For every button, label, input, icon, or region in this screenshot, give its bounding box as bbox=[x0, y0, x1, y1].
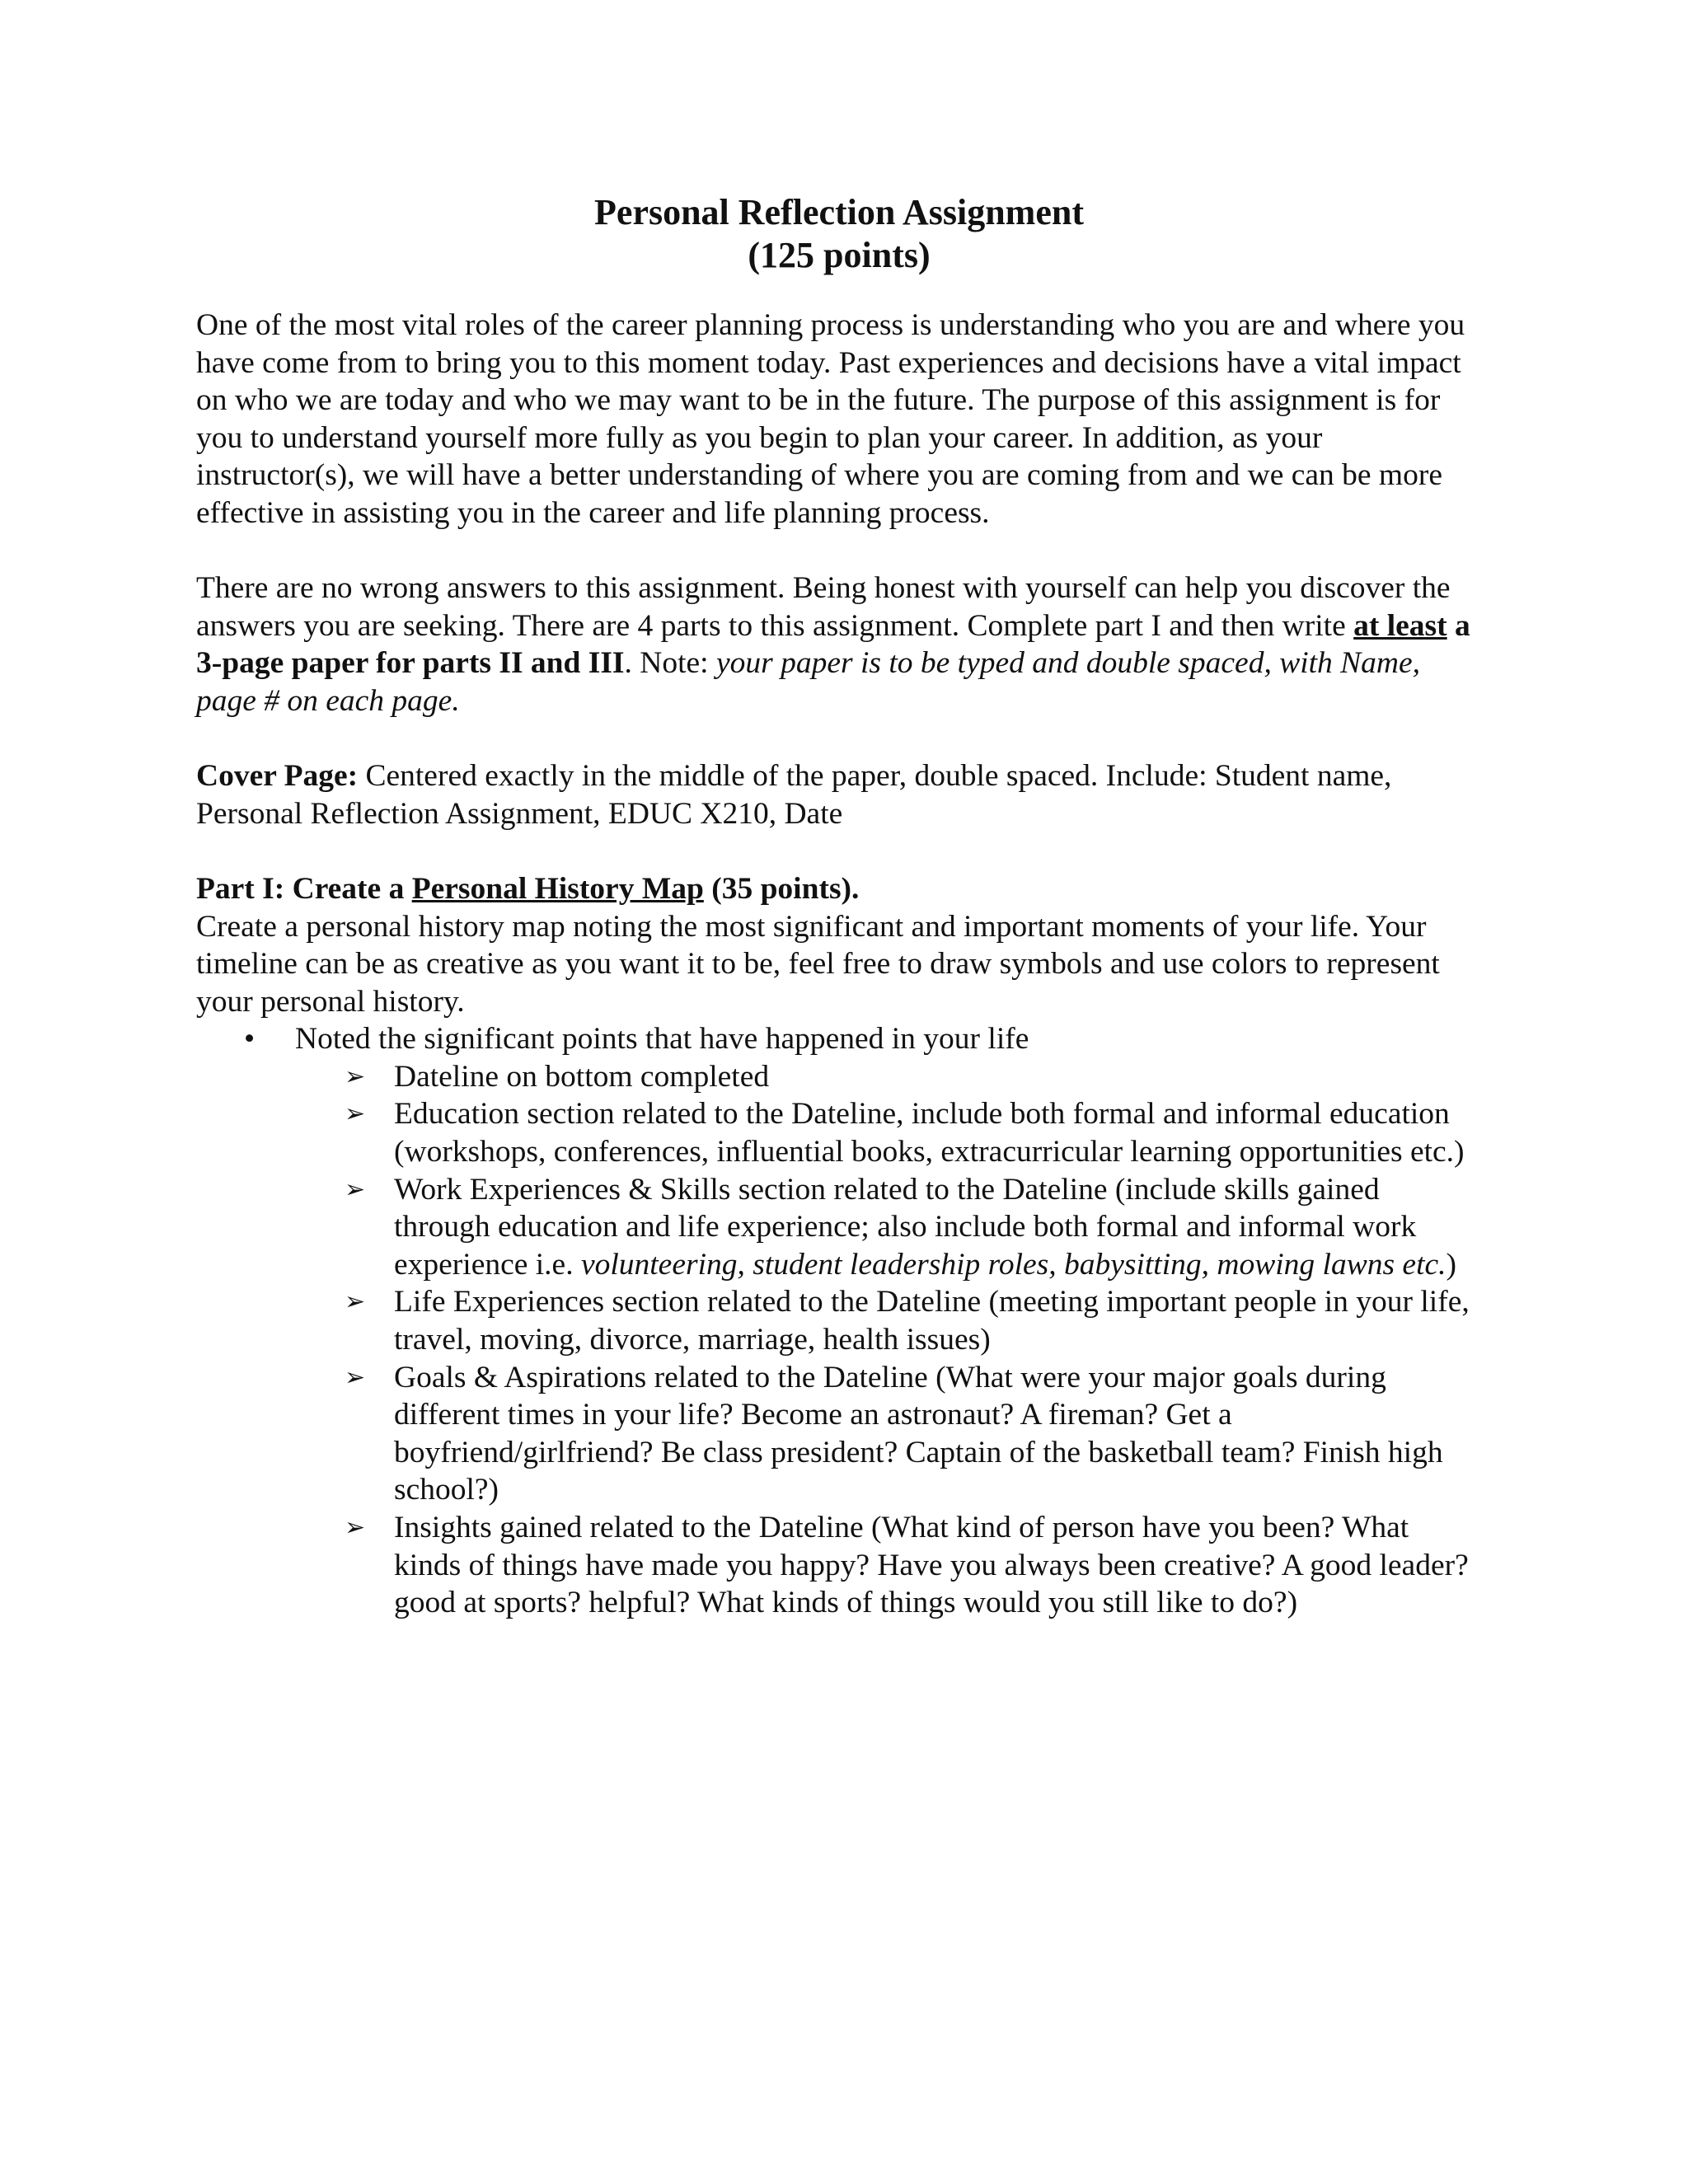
intro-paragraph: One of the most vital roles of the career planning process is understanding who you are and where you have come from to bring you to this moment today. Past experiences and decisions have a vital impact on who we are today and who we may want to be in the future. The purpose of this assignment is for you to understand yourself more fully as you begin to plan your career. In addition, as your instructor(s), we will have a better understanding of where you are coming from and we can be more effective in assisting you in the career and life planning process. bbox=[196, 308, 1465, 530]
document-page bbox=[196, 191, 1482, 1622]
cover-page-text: Centered exactly in the middle of the paper, double spaced. Include: Student name, Personal Reflection Assignment, EDUC X210, Date bbox=[196, 759, 1392, 831]
arrow-bullet-icon: ➢ bbox=[345, 1174, 366, 1204]
part1-heading bbox=[196, 870, 1482, 908]
bullet-dot-icon: • bbox=[244, 1022, 256, 1057]
sub-item-text: Life Experiences section related to the Dateline (meeting important people in your life, travel, moving, divorce, marriage, health issues) bbox=[394, 1285, 1470, 1357]
arrow-bullet-icon: ➢ bbox=[345, 1287, 366, 1317]
sub-item-text: Education section related to the Dateline, include both formal and informal education (workshops, conferences, influential books, extracurricular learning opportunities etc.) bbox=[394, 1097, 1465, 1169]
title-line-2: (125 points) bbox=[748, 235, 931, 275]
instructions-paragraph bbox=[196, 569, 1482, 719]
sub-item-dateline bbox=[196, 1058, 1482, 1096]
paragraph-gap bbox=[196, 532, 1482, 570]
cover-page-paragraph bbox=[196, 757, 1482, 832]
instructions-emphasis: a 3-page paper for parts II and III bbox=[196, 608, 1470, 681]
sub-item-life-experiences bbox=[196, 1283, 1482, 1358]
part1-heading-end: (35 points). bbox=[703, 871, 860, 906]
bullet-item bbox=[196, 1020, 1482, 1058]
arrow-bullet-icon: ➢ bbox=[345, 1362, 366, 1392]
sub-item-insights bbox=[196, 1509, 1482, 1622]
work-item-text: Work Experiences & Skills section related to the Dateline (include skills gained through education and life experience; also include both formal and informal work experience i.e. bbox=[394, 1172, 1417, 1282]
part1-heading-underline: Personal History Map bbox=[411, 871, 704, 906]
instructions-emphasis-underline: at least bbox=[1353, 608, 1447, 643]
sub-item-text: Insights gained related to the Dateline (What kind of person have you been? What kinds of things have made you happy? Have you always been creative? A good leader? good at sports? helpful? What kinds of things would you still like to do?) bbox=[394, 1511, 1469, 1620]
work-item-end: ) bbox=[1446, 1247, 1457, 1282]
title-line-1: Personal Reflection Assignment bbox=[594, 192, 1084, 232]
instructions-text: There are no wrong answers to this assignment. Being honest with yourself can help you discover the answers you are seeking. There are 4 parts to this assignment. Complete part I and then write bbox=[196, 571, 1451, 643]
sub-item-text bbox=[394, 1173, 1456, 1282]
cover-page-label: Cover Page: bbox=[196, 759, 359, 794]
sub-item-text: Goals & Aspirations related to the Dateline (What were your major goals during different times in your life? Become an astronaut? A fireman? Get a boyfriend/girlfriend? Be class president? Captain of the basketball team? Finish high school?) bbox=[394, 1360, 1443, 1507]
sub-item-text: Dateline on bottom completed bbox=[394, 1059, 770, 1094]
paragraph-gap bbox=[196, 832, 1482, 870]
document-title bbox=[196, 191, 1482, 277]
sub-item-education bbox=[196, 1095, 1482, 1170]
work-item-italic: volunteering, student leadership roles, babysitting, mowing lawns etc. bbox=[580, 1247, 1447, 1282]
arrow-bullet-icon: ➢ bbox=[345, 1513, 366, 1542]
arrow-bullet-icon: ➢ bbox=[345, 1099, 366, 1129]
bullet-text: Noted the significant points that have happened in your life bbox=[295, 1022, 1029, 1057]
instructions-note-label: . Note: bbox=[624, 646, 716, 681]
arrow-bullet-icon: ➢ bbox=[345, 1062, 366, 1091]
instructions-note: your paper is to be typed and double spaced, with Name, page # on each page. bbox=[196, 646, 1421, 718]
part1-heading-start: Part I: Create a bbox=[196, 871, 412, 906]
part1-sub-list bbox=[196, 1058, 1482, 1622]
sub-item-work-experience bbox=[196, 1171, 1482, 1284]
paragraph-gap bbox=[196, 720, 1482, 758]
part1-description: Create a personal history map noting the most significant and important moments of your life. Your timeline can be as creative as you want it to be, feel free to draw symbols and use colors to represent your personal history. bbox=[196, 909, 1440, 1019]
sub-item-goals bbox=[196, 1359, 1482, 1509]
part1-bullet-list bbox=[196, 1020, 1482, 1058]
